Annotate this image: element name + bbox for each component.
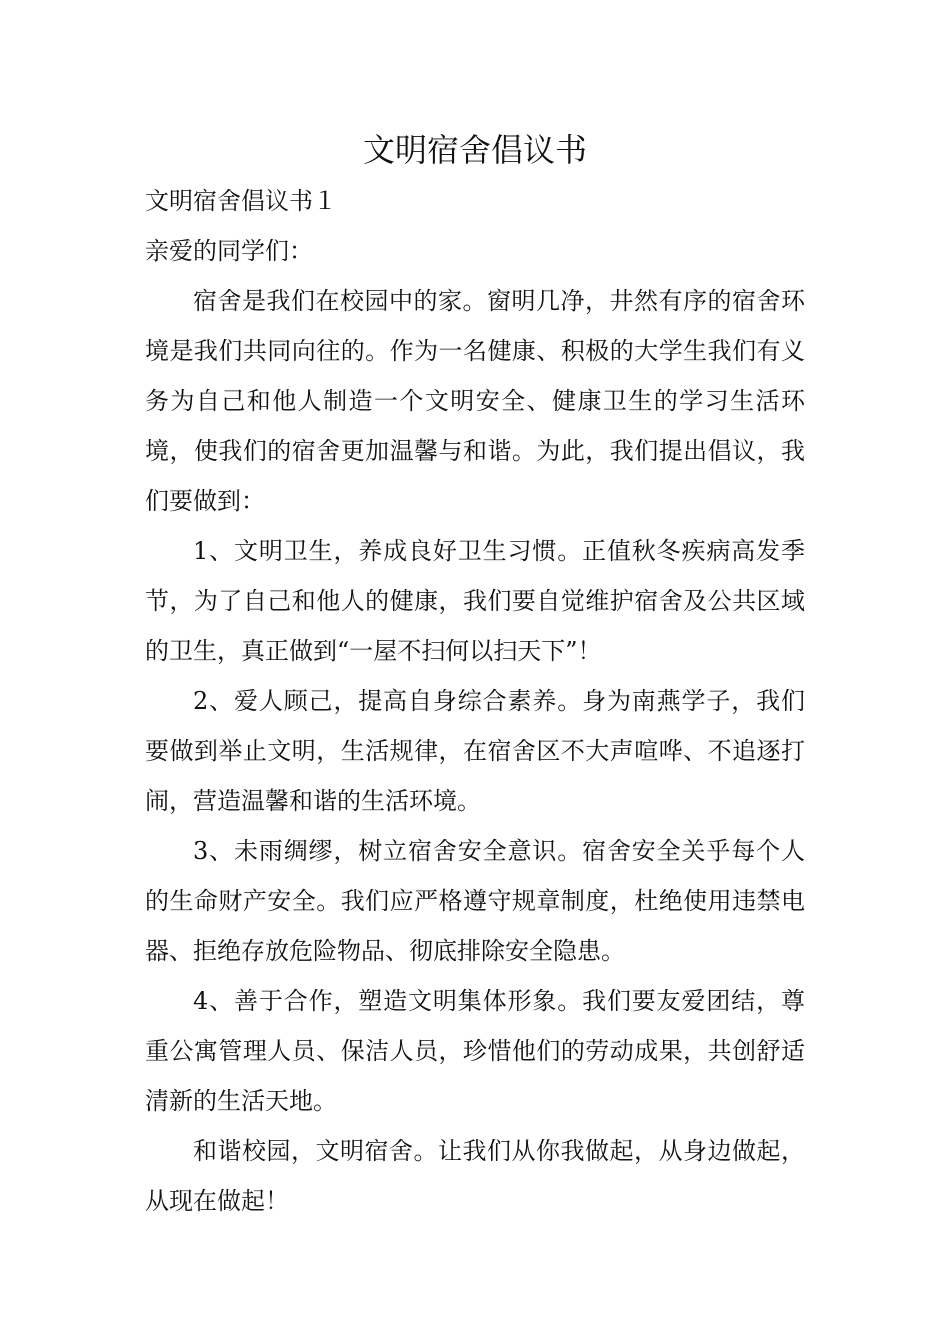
document-subtitle: 文明宿舍倡议书１ <box>145 187 337 215</box>
paragraph-item-2: 2、爱人顾己，提高自身综合素养。身为南燕学子，我们要做到举止文明，生活规律，在宿舍区不大声喧哗、不追逐打闹，营造温馨和谐的生活环境。 <box>145 687 805 815</box>
document-title: 文明宿舍倡议书 <box>362 131 587 169</box>
paragraph-closing: 和谐校园，文明宿舍。让我们从你我做起，从身边做起，从现在做起！ <box>145 1137 805 1215</box>
paragraph-item-4: 4、善于合作，塑造文明集体形象。我们要友爱团结，尊重公寓管理人员、保洁人员，珍惜他们的劳动成果，共创舒适清新的生活天地。 <box>145 987 805 1115</box>
paragraph-intro: 宿舍是我们在校园中的家。窗明几净，井然有序的宿舍环境是我们共同向往的。作为一名健康、积极的大学生我们有义务为自己和他人制造一个文明安全、健康卫生的学习生活环境，使我们的宿舍更加温馨与和谐。为此，我们提出倡议，我们要做到： <box>145 287 805 515</box>
paragraph-item-3: 3、未雨绸缪，树立宿舍安全意识。宿舍安全关乎每个人的生命财产安全。我们应严格遵守规章制度，杜绝使用违禁电器、拒绝存放危险物品、彻底排除安全隐患。 <box>145 837 805 965</box>
document-body <box>145 176 805 1226</box>
greeting: 亲爱的同学们： <box>145 237 313 265</box>
paragraph-item-1: 1、文明卫生，养成良好卫生习惯。正值秋冬疾病高发季节，为了自己和他人的健康，我们要自觉维护宿舍及公共区域的卫生，真正做到“一屋不扫何以扫天下”！ <box>145 537 805 665</box>
